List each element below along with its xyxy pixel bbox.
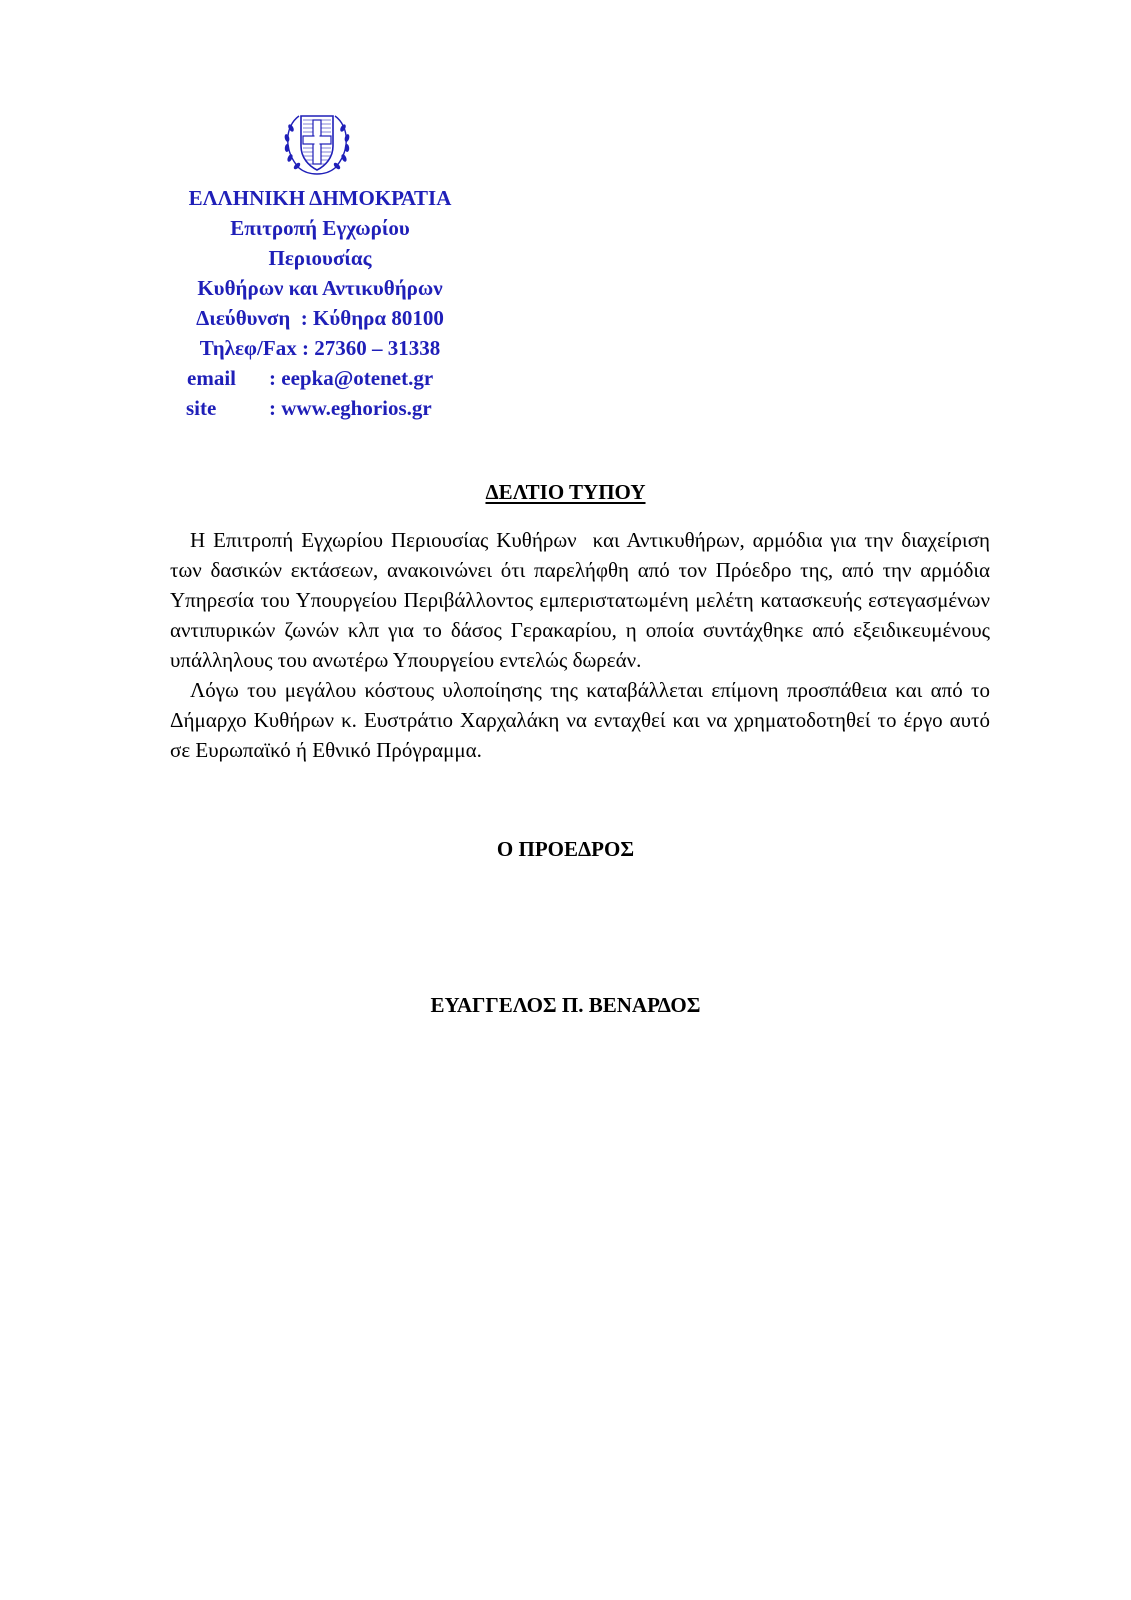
letterhead	[160, 183, 480, 423]
letterhead-country: ΕΛΛΗΝΙΚΗ ΔΗΜΟΚΡΑΤΙΑ	[188, 186, 452, 210]
body-paragraph: Λόγω του μεγάλου κόστους υλοποίησης της καταβάλλεται επίμονη προσπάθεια και από το Δήμαρχο Κυθήρων κ. Ευστράτιο Χαρχαλάκη να ενταχθεί και να χρηματοδοτηθεί το έργο αυτό σε Ευρωπαϊκό ή Εθνικό Πρόγραμμα.	[170, 678, 990, 762]
signature-role: Ο ΠΡΟΕΔΡΟΣ	[496, 837, 635, 861]
email-value[interactable]: : eepka@otenet.gr	[269, 366, 434, 390]
site-value[interactable]: : www.eghorios.gr	[269, 396, 432, 420]
email-label: email	[187, 366, 236, 390]
letterhead-phone: Τηλεφ/Fax : 27360 – 31338	[199, 336, 441, 360]
body-paragraph: Η Επιτροπή Εγχωρίου Περιουσίας Κυθήρων και Αντικυθήρων, αρμόδια για την διαχείριση των δασικών εκτάσεων, ανακοινώνει ότι παρελήφθη από τον Πρόεδρο της, από την αρμόδια Υπηρεσία του Υπουργείου Περιβάλλοντος εμπεριστατωμένη μελέτη κατασκευής εστεγασμένων αντιπυρικών ζωνών κλπ για το δάσος Γερακαρίου, η οποία συντάχθηκε από εξειδικευμένους υπάλληλους του ανωτέρω Υπουργείου εντελώς δωρεάν.	[170, 528, 996, 672]
signature-name: ΕΥΑΓΓΕΛΟΣ Π. ΒΕΝΑΡΔΟΣ	[430, 993, 701, 1017]
letterhead-site-row	[160, 393, 480, 423]
letterhead-address: Διεύθυνση : Κύθηρα 80100	[196, 306, 444, 330]
greek-coat-of-arms-icon	[277, 108, 357, 178]
letterhead-organization-cont: Περιουσίας	[268, 246, 372, 270]
letterhead-organization: Επιτροπή Εγχωρίου	[230, 216, 410, 240]
site-label: site	[186, 396, 217, 420]
document-body	[170, 525, 996, 765]
letterhead-email-row	[160, 363, 480, 393]
document-title-text: ΔΕΛΤΙΟ ΤΥΠΟΥ	[485, 480, 646, 504]
letterhead-region: Κυθήρων και Αντικυθήρων	[197, 276, 443, 300]
document-title	[0, 479, 1131, 505]
